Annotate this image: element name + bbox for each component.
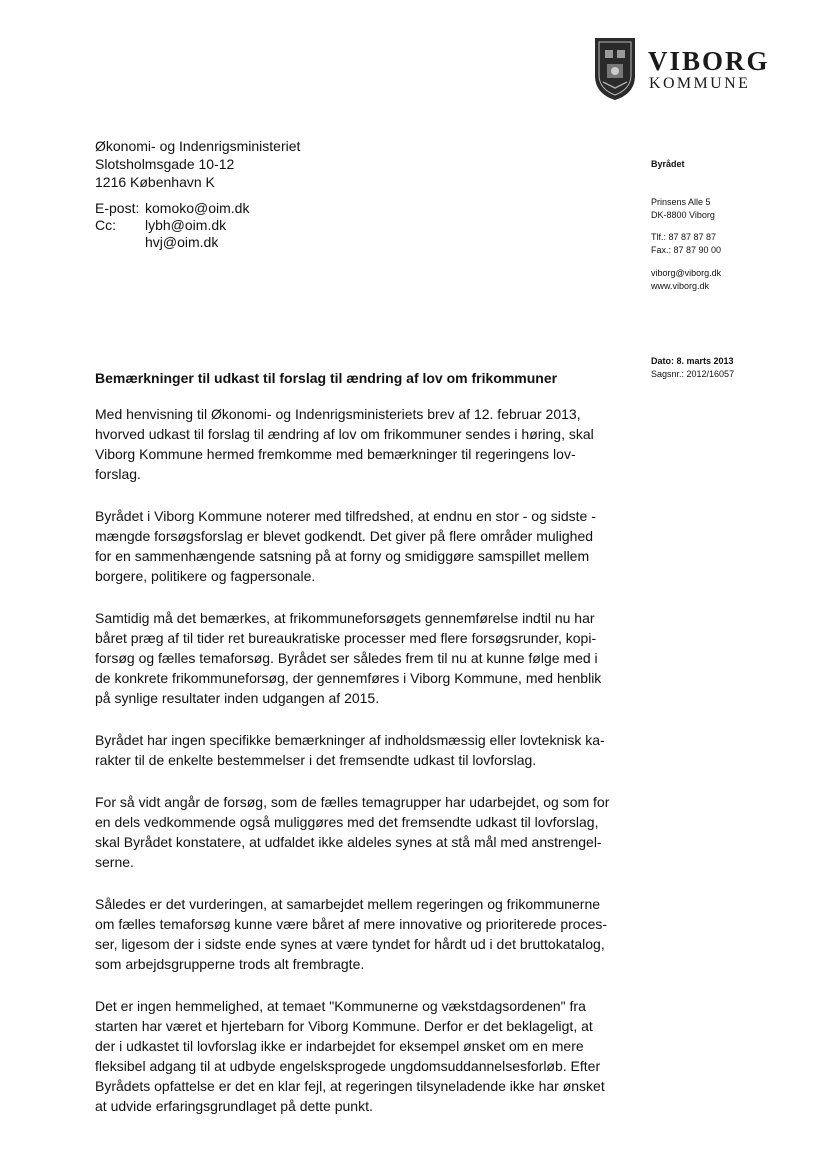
text-line: de konkrete frikommuneforsøg, der gennemføres i Viborg Kommune, med henblik bbox=[95, 670, 602, 686]
text-line: at udvide erfaringsgrundlaget på dette punkt. bbox=[95, 1098, 373, 1114]
text-line: på synlige resultater inden udgangen af 2015. bbox=[95, 690, 380, 706]
text-line: Viborg Kommune hermed fremkomme med bemærkninger til regeringens lov- bbox=[95, 446, 576, 462]
text-line: ser, ligesom der i sidste ende synes at være tyndet for hårdt ud i det bruttokatalog, bbox=[95, 936, 605, 952]
sender-website: www.viborg.dk bbox=[651, 281, 710, 291]
paragraph bbox=[95, 608, 615, 708]
paragraph bbox=[95, 996, 615, 1116]
cc-address: hvj@oim.dk bbox=[145, 234, 219, 250]
text-line: serne. bbox=[95, 854, 134, 870]
sender-phone: Tlf.: 87 87 87 87 bbox=[651, 232, 717, 242]
sender-fax: Fax.: 87 87 90 00 bbox=[651, 245, 722, 255]
coat-of-arms-icon bbox=[593, 36, 637, 102]
cc-row bbox=[95, 234, 249, 251]
sender-department: Byrådet bbox=[651, 159, 685, 169]
recipient-line: 1216 København K bbox=[95, 174, 215, 190]
logo-subtitle: KOMMUNE bbox=[649, 75, 751, 92]
text-line: borgere, politikere og fagpersonale. bbox=[95, 568, 316, 584]
text-line: rakter til de enkelte bestemmelser i det fremsendte udkast til lovforslag. bbox=[95, 752, 537, 768]
text-line: Byrådet har ingen specifikke bemærkninger af indholdsmæssig eller lovteknisk ka- bbox=[95, 732, 605, 748]
cc-address: lybh@oim.dk bbox=[145, 217, 227, 233]
sender-address-line: DK-8800 Viborg bbox=[651, 210, 715, 220]
text-line: Således er det vurderingen, at samarbejdet mellem regeringen og frikommunerne bbox=[95, 896, 601, 912]
paragraph bbox=[95, 792, 615, 872]
text-line: skal Byrådet konstatere, at udfaldet ikke aldeles synes at stå mål med anstrengel- bbox=[95, 834, 602, 850]
paragraph bbox=[95, 730, 615, 770]
cc-label: Cc: bbox=[95, 217, 116, 233]
recipient-line: Slotsholmsgade 10-12 bbox=[95, 156, 235, 172]
text-line: forsøg og fælles temaforsøg. Byrådet ser således frem til nu at kunne følge med i bbox=[95, 650, 598, 666]
email-label: E-post: bbox=[95, 200, 140, 216]
sender-email: viborg@viborg.dk bbox=[651, 268, 722, 278]
text-line: Byrådets opfattelse er det en klar fejl, at regeringen tilsyneladende ikke har ønsket bbox=[95, 1078, 605, 1094]
text-line: hvorved udkast til forslag til ændring af lov om frikommuner sendes i høring, skal bbox=[95, 426, 594, 442]
logo-name: VIBORG bbox=[648, 46, 770, 76]
paragraph bbox=[95, 894, 615, 974]
paragraph bbox=[95, 506, 615, 586]
text-line: der i udkastet til lovforslag ikke er indarbejdet for eksempel ønsket om en mere bbox=[95, 1038, 584, 1054]
letter-date: Dato: 8. marts 2013 bbox=[651, 356, 734, 366]
email-row bbox=[95, 200, 249, 217]
email-address: komoko@oim.dk bbox=[145, 200, 250, 216]
text-line: båret præg af til tider ret bureaukratiske processer med flere forsøgsrunder, kopi- bbox=[95, 630, 597, 646]
recipient-line: Økonomi- og Indenrigsministeriet bbox=[95, 138, 301, 154]
recipient-emails bbox=[95, 200, 249, 251]
cc-row bbox=[95, 217, 249, 234]
case-number: Sagsnr.: 2012/16057 bbox=[651, 369, 735, 379]
text-line: Det er ingen hemmelighed, at temaet "Kommunerne og vækstdagsordenen" fra bbox=[95, 998, 586, 1014]
text-line: starten har været et hjertebarn for Viborg Kommune. Derfor er det beklageligt, at bbox=[95, 1018, 593, 1034]
text-line: Samtidig må det bemærkes, at frikommuneforsøgets gennemførelse indtil nu har bbox=[95, 610, 595, 626]
text-line: For så vidt angår de forsøg, som de fælles temagrupper har udarbejdet, og som for bbox=[95, 794, 610, 810]
text-line: som arbejdsgrupperne trods alt frembragte. bbox=[95, 956, 365, 972]
text-line: en dels vedkommende også muliggøres med det fremsendte udkast til lovforslag, bbox=[95, 814, 599, 830]
text-line: om fælles temaforsøg kunne være båret af mere innovative og prioriterede proces- bbox=[95, 916, 608, 932]
viborg-kommune-logo bbox=[593, 36, 770, 106]
text-line: fleksibel adgang til at udbyde engelsksprogede ungdomsuddannelsesforløb. Efter bbox=[95, 1058, 601, 1074]
letter-subject: Bemærkninger til udkast til forslag til ændring af lov om frikommuner bbox=[95, 370, 558, 386]
text-line: mængde forsøgsforslag er blevet godkendt. Det giver på flere områder mulighed bbox=[95, 528, 594, 544]
text-line: Med henvisning til Økonomi- og Indenrigsministeriets brev af 12. februar 2013, bbox=[95, 406, 581, 422]
recipient-address bbox=[95, 137, 300, 191]
text-line: Byrådet i Viborg Kommune noterer med tilfredshed, at endnu en stor - og sidste - bbox=[95, 508, 596, 524]
paragraph bbox=[95, 404, 615, 484]
text-line: for en sammenhængende satsning på at forny og smidiggøre samspillet mellem bbox=[95, 548, 590, 564]
text-line: forslag. bbox=[95, 466, 141, 482]
sender-address-line: Prinsens Alle 5 bbox=[651, 197, 711, 207]
letter-body bbox=[95, 404, 615, 1138]
